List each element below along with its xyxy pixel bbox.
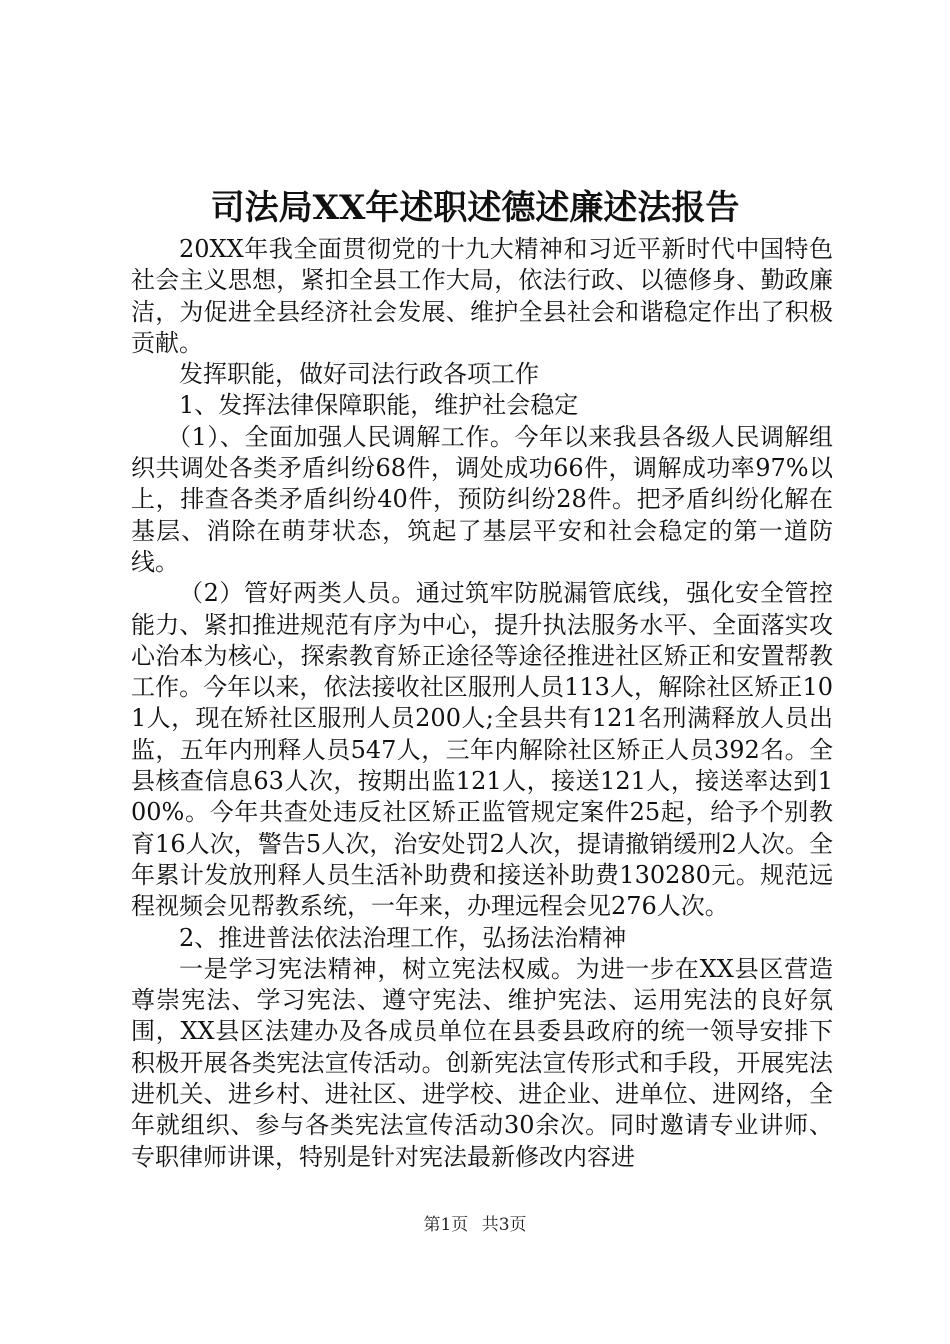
subsection-heading-1: 1、发挥法律保障职能，维护社会稳定 <box>179 391 579 420</box>
page-number: 第1页 <box>423 1215 469 1235</box>
document-body <box>131 234 833 1173</box>
paragraph-intro: 20XX年我全面贯彻党的十九大精神和习近平新时代中国特色社会主义思想，紧扣全县工作大局，依法行政、以德修身、勤政廉洁，为促进全县经济社会发展、维护全县社会和谐稳定作出了积极贡献。 <box>131 235 833 357</box>
subsection-heading-2: 2、推进普法依法治理工作，弘扬法治精神 <box>179 923 627 952</box>
document-title: 司法局XX年述职述德述廉述法报告 <box>210 188 740 228</box>
paragraph-two-types-personnel: （2）管好两类人员。通过筑牢防脱漏管底线，强化安全管控能力、紧扣推进规范有序为中心，提升执法服务水平、全面落实攻心治本为核心，探索教育矫正途径等途径推进社区矫正和安置帮教工作。今年以来，依法接收社区服刑人员113人，解除社区矫正101人，现在矫社区服刑人员200人;全县共有121名刑满释放人员出监，五年内刑释人员547人，三年内解除社区矫正人员392名。全县核查信息63人次，按期出监121人，接送121人，接送率达到100%。今年共查处违反社区矫正监管规定案件25起，给予个别教育16人次，警告5人次，治安处罚2人次，提请撤销缓刑2人次。全年累计发放刑释人员生活补助费和接送补助费130280元。规范远程视频会见帮教系统，一年来，办理远程会见276人次。 <box>131 579 833 921</box>
paragraph-mediation: （1）、全面加强人民调解工作。今年以来我县各级人民调解组织共调处各类矛盾纠纷68件，调处成功66件，调解成功率97%以上，排查各类矛盾纠纷40件，预防纠纷28件。把矛盾纠纷化解在基层、消除在萌芽状态，筑起了基层平安和社会稳定的第一道防线。 <box>131 422 833 576</box>
section-heading: 发挥职能，做好司法行政各项工作 <box>179 360 539 389</box>
page-total: 共3页 <box>481 1215 527 1235</box>
page-footer <box>0 1213 950 1237</box>
paragraph-constitution: 一是学习宪法精神，树立宪法权威。为进一步在XX县区营造尊崇宪法、学习宪法、遵守宪法、维护宪法、运用宪法的良好氛围，XX县区法建办及各成员单位在县委县政府的统一领导安排下积极开展各类宪法宣传活动。创新宪法宣传形式和手段，开展宪法进机关、进乡村、进社区、进学校、进企业、进单位、进网络，全年就组织、参与各类宪法宣传活动30余次。同时邀请专业讲师、专职律师讲课，特别是针对宪法最新修改内容进 <box>131 954 833 1171</box>
